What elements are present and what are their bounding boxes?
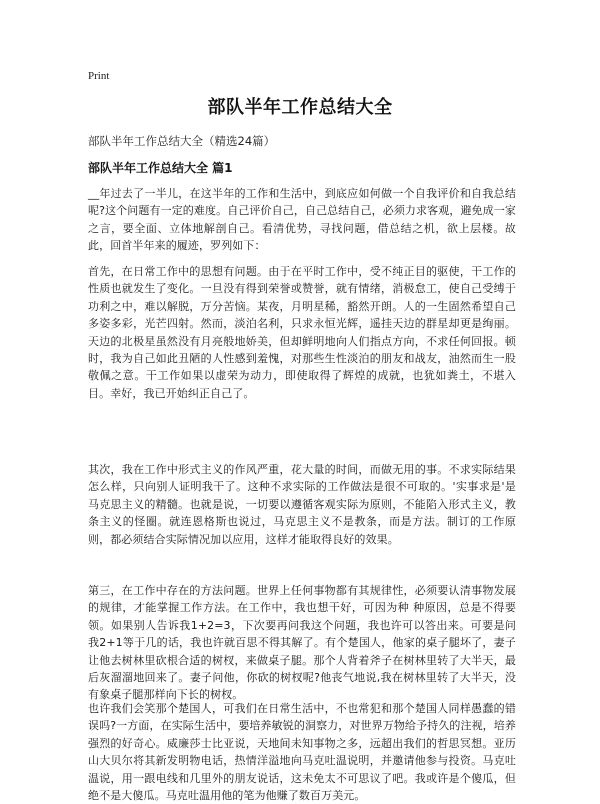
section-heading: 部队半年工作总结大全 篇1	[88, 161, 233, 175]
page-title: 部队半年工作总结大全	[207, 97, 393, 118]
paragraph-second: 其次，我在工作中形式主义的作风严重，花大量的时间，而做无用的事。不求实际结果怎么样，只向别人证明我干了。这种不求实际的工作做法是很不可取的。'实事求是'是马克思主义的精髓。也就是说，一切要以遵循客观实际为原则，不能陷入形式主义，教条主义的怪圈。就连恩格斯也说过，马克思主义不是教条，而是方法。制订的工作原则，都必须结合实际情况加以应用，这样才能取得良好的效果。	[88, 463, 516, 546]
paragraph-intro: __年过去了一半儿，在这半年的工作和生活中，到底应如何做一个自我评价和自我总结呢?这个问题有一定的难度。自己评价自己，自己总结自己，必须力求客观，避免成一家之言，要全面、立体地解剖自己。看清优势，寻找问题，借总结之机，欲上层楼。故此，回首半年来的履迹，罗列如下：	[88, 187, 516, 253]
paragraph-first: 首先，在日常工作中的思想有问题。由于在平时工作中，受不纯正目的驱使，干工作的性质也就发生了变化。一旦没有得到荣誉或赞誉，就有情绪，消极怠工，使自己受缚于功利之中，难以解脱，万分苦恼。某夜，月明星稀，豁然开朗。人的一生固然希望自己多姿多彩，光芒四射。然而，淡泊名利，只求永恒光辉，遥挂天边的群星却更是绚丽。天边的北极星虽然没有月亮般地娇美，但却鲜明地向人们指点方向，不求任何回报。顿时，我为自己如此丑陋的人性感到羞愧，对那些生性淡泊的朋友和战友，油然而生一股敬佩之意。干工作如果以虚荣为动力，即使取得了辉煌的成就，也犹如粪土，不堪入目。幸好，我已开始纠正自己了。	[88, 265, 516, 400]
paragraph-fourth: 也许我们会笑那个楚国人，可我们在日常生活中，不也常犯和那个楚国人同样愚蠢的错误吗?一方面，在实际生活中，要培养敏锐的洞察力，对世界万物给予持久的注视，培养强烈的好奇心。威廉莎士比亚说，天地间未知事物之多，远超出我们的哲思冥想。亚历山大贝尔将其新发明物电话，热情洋溢地向马克吐温说明，并邀请他参与投资。马克吐温说，用一跟电线和几里外的朋友说话，这未免太不可思议了吧。我或许是个傻瓜，但绝不是大傻瓜。马克吐温用他的笔为他赚了数百万美元。	[88, 702, 516, 803]
document-subtitle: 部队半年工作总结大全（精选24篇）	[88, 134, 276, 148]
print-link[interactable]: Print	[88, 70, 110, 82]
paragraph-third: 第三，在工作中存在的方法问题。世界上任何事物都有其规律性，必须要认清事物发展的规律，才能掌握工作方法。在工作中，我也想干好，可因为种 种原因，总是不得要领。如果别人告诉我1+2=3，下次要再问我这个问题，我也许可以答出来。可要是问我2+1等于几的话，我也许就百思不得其解了。有个楚国人，他家的桌子腿坏了，妻子让他去树林里砍根合适的树杈，来做桌子腿。那个人背着斧子在树林里转了大半天，最后灰溜溜地回来了。妻子问他，你砍的树杈呢?他丧气地说,我在树林里转了大半天，没有象桌子腿那样向下长的树杈。	[88, 584, 516, 702]
